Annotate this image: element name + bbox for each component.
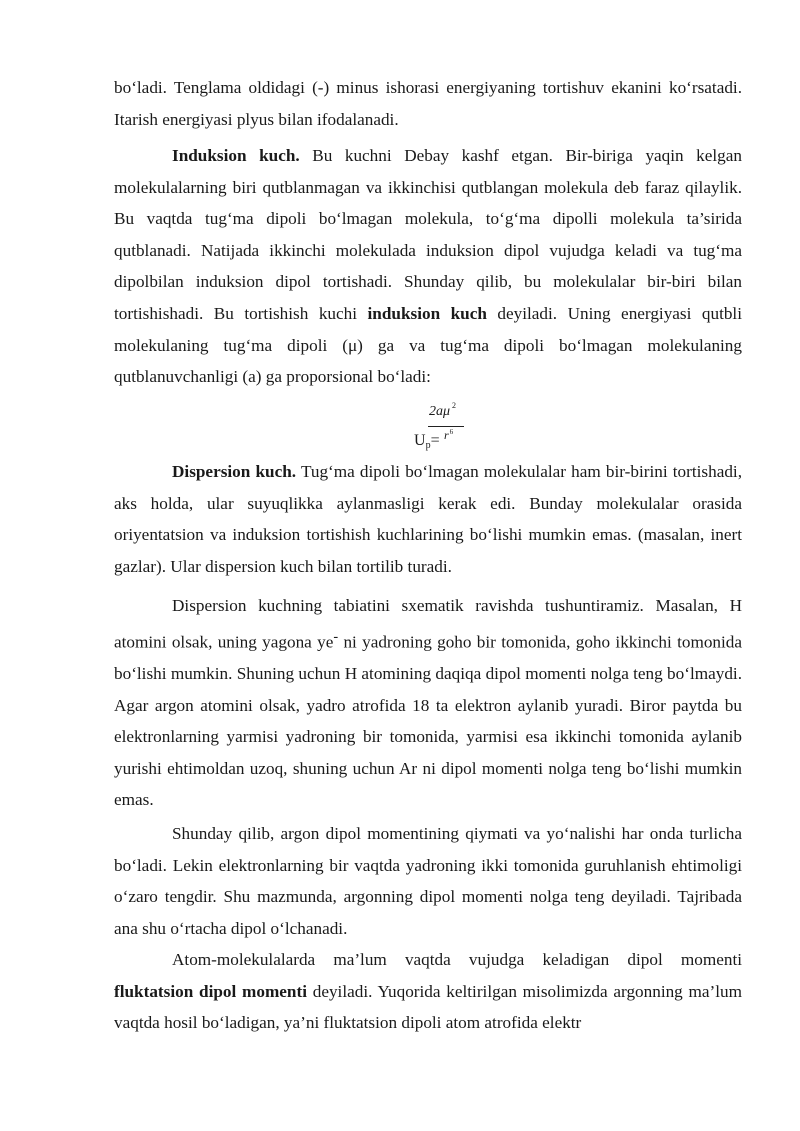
- term-fluctuation-dipole: fluktatsion dipol momenti: [114, 981, 307, 1001]
- paragraph-induction: [114, 140, 742, 393]
- formula-equals: =: [430, 432, 440, 449]
- paragraph-text: ni yadroning goho bir tomonida, goho ikkinchi tomonida bo‘lishi mumkin. Shuning uchun H atomining daqiqa dipol momenti nolga teng bo‘lmaydi. Agar argon atomini olsak, yadro atrofida 18 ta elektron aylanib yuradi. Biror paytda bu elektronlarning yarmisi yadroning bir tomonida, yarmisi esa ikkinchi tomonida aylanib yurishi ehtimoldan uzoq, shuning uchun Ar ni dipol momenti nolga teng bo‘lishi mumkin emas.: [114, 632, 742, 810]
- paragraph-text: Atom-molekulalarda ma’lum vaqtda vujudga keladigan dipol momenti: [172, 950, 742, 969]
- term-induction-force: induksion kuch: [367, 303, 487, 323]
- paragraph-argon: [114, 818, 742, 944]
- formula-denominator-exponent: 6: [449, 428, 454, 436]
- formula-denominator: [444, 428, 452, 443]
- paragraph-text: bo‘ladi. Tenglama oldidagi (-) minus ishorasi energiyaning tortishuv ekanini ko‘rsatadi. Itarish energiyasi plyus bilan ifodalanadi.: [114, 78, 742, 129]
- paragraph-text: deyiladi. Yuqorida keltirilgan misolimizda argonning ma’lum vaqtda hosil bo‘ladigan, ya’ni fluktatsion dipoli atom atrofida elektr: [114, 981, 742, 1033]
- paragraph-text: Bu kuchni Debay kashf etgan. Bir-biriga yaqin kelgan molekulalarning biri qutblanmagan va ikkinchisi qutblangan molekula deb faraz qilaylik. Bu vaqtda tug‘ma dipoli bo‘lmagan molekula, to‘g‘ma dipolli molekula ta’sirida qutblanadi. Natijada ikkinchi molekulada induksion dipol vujudga keladi va tug‘ma dipolbilan induksion dipol tortishadi. Shunday qilib, bu molekulalar bir-biri bilan tortishishadi. Bu tortishish kuchi: [114, 146, 742, 323]
- formula-lhs-subscript: p: [425, 440, 431, 451]
- paragraph-fluctuation: [114, 944, 742, 1039]
- formula-numerator-exponent: 2: [452, 401, 457, 410]
- formula-numerator-text: 2aμ: [429, 404, 451, 419]
- heading-dispersion: Dispersion kuch.: [172, 462, 297, 481]
- paragraph-text: Shunday qilib, argon dipol momentining qiymati va yo‘nalishi har onda turlicha bo‘ladi. Lekin elektronlarning bir vaqtda yadroning ikki tomonida guruhlanish ehtimoligi o‘zaro tengdir. Shu mazmunda, argonning dipol momenti nolga teng deyiladi. Tajribada ana shu o‘rtacha dipol o‘lchanadi.: [114, 824, 742, 938]
- electron-charge-superscript: -: [333, 628, 339, 645]
- formula-lhs: [414, 432, 440, 451]
- formula-denominator-text: r: [444, 428, 449, 442]
- formula-lhs-symbol: U: [414, 432, 426, 449]
- fraction-bar: [428, 426, 464, 427]
- paragraph-text: Tug‘ma dipoli bo‘lmagan molekulalar ham bir-birini tortishadi, aks holda, ular suyuqlikka aylanmasligi kerak edi. Bunday molekulalar orasida oriyentatsion va induksion tortishish kuchlarining bo‘lishi mumkin emas. (masalan, inert gazlar). Ular dispersion kuch bilan tortilib turadi.: [114, 462, 742, 576]
- paragraph-text: Dispersion kuchning tabiatini sxematik ravishda tushuntiramiz. Masalan, H atomini olsak, uning yagona ye: [114, 596, 742, 652]
- paragraph-dispersion-nature: [114, 590, 742, 816]
- paragraph-dispersion: [114, 456, 742, 582]
- formula-numerator: [429, 401, 457, 420]
- heading-induction: Induksion kuch.: [172, 146, 300, 165]
- paragraph-intro: [114, 72, 742, 135]
- induction-energy-formula: [414, 398, 504, 454]
- paragraph-text: deyiladi. Uning energiyasi qutbli molekulaning tug‘ma dipoli (μ) ga va tug‘ma dipoli bo‘lmagan molekulaning qutblanuvchanligi (a) ga proporsional bo‘ladi:: [114, 303, 742, 387]
